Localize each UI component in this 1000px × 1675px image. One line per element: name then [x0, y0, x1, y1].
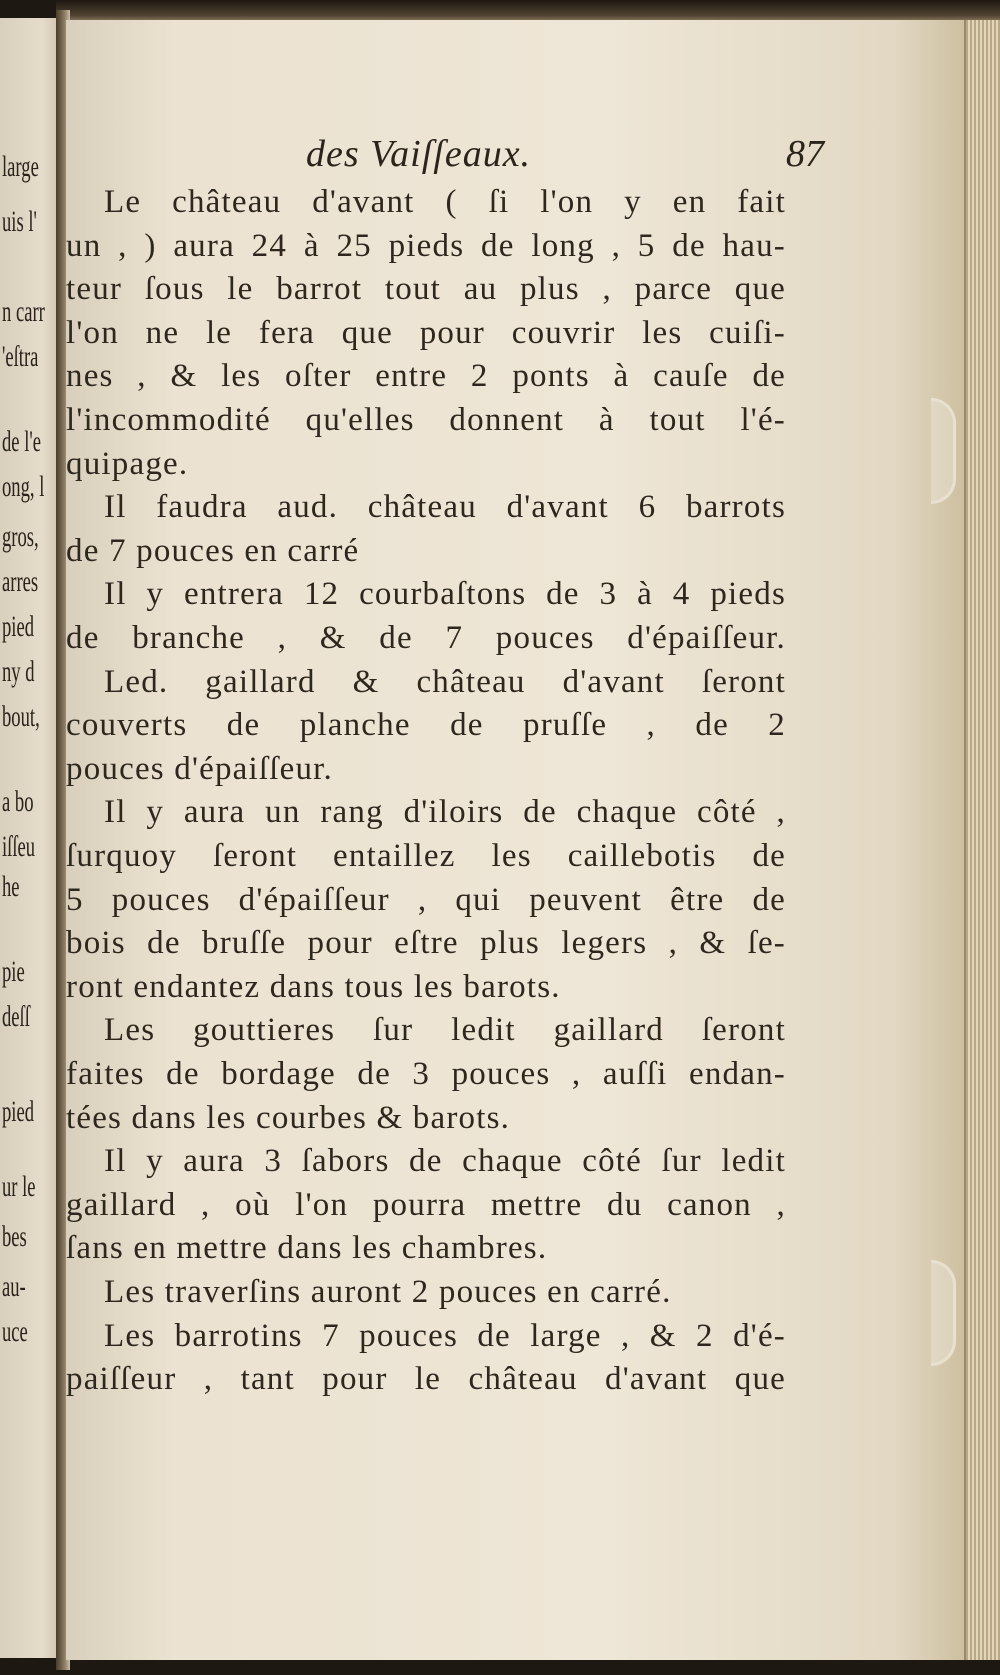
- text-line: bois de bruſſe pour eſtre plus legers , & ſe-: [66, 925, 786, 962]
- left-page-fragment: ur le: [2, 1170, 36, 1203]
- text-line: 5 pouces d'épaiſſeur , qui peuvent être de: [66, 881, 786, 918]
- text-line: pouces d'épaiſſeur.: [66, 750, 333, 787]
- left-page-margin: [0, 18, 60, 1658]
- text-line: ront endantez dans tous les barots.: [66, 968, 561, 1005]
- book-page: [66, 20, 966, 1660]
- text-line: couverts de planche de pruſſe , de 2: [66, 707, 786, 744]
- text-line: gaillard , où l'on pourra mettre du canon ,: [66, 1186, 786, 1223]
- left-page-fragment: de l'e: [2, 425, 41, 458]
- left-page-fragment: arres: [2, 565, 39, 598]
- page-number: 87: [786, 133, 824, 175]
- text-line: l'on ne le fera que pour couvrir les cuiſi-: [66, 314, 786, 351]
- text-line: de 7 pouces en carré: [66, 532, 360, 569]
- text-line: Led. gaillard & château d'avant ſeront: [104, 663, 786, 700]
- text-line: paiſſeur , tant pour le château d'avant que: [66, 1361, 786, 1398]
- book-top-edge: [56, 0, 1000, 22]
- left-page-fragment: pie: [2, 955, 25, 988]
- fold-mark: [931, 398, 956, 504]
- left-page-fragment: gros,: [2, 520, 39, 553]
- text-line: ſurquoy ſeront entaillez les caillebotis de: [66, 838, 786, 874]
- running-head: des Vaiſſeaux.: [306, 133, 532, 175]
- page-edges: [964, 20, 1000, 1660]
- left-page-fragment: he: [2, 870, 20, 903]
- left-page-fragment: 'eſtra: [2, 340, 39, 373]
- left-page-fragment: pied: [2, 1095, 35, 1128]
- text-line: teur ſous le barrot tout au plus , parce que: [66, 271, 786, 308]
- left-page-fragment: n carr: [2, 295, 45, 328]
- left-page-fragment: uis l': [2, 205, 37, 238]
- text-line: faites de bordage de 3 pouces , auſſi endan-: [66, 1056, 786, 1092]
- left-page-fragment: deſſ: [2, 1000, 30, 1033]
- fold-mark: [931, 1260, 956, 1366]
- text-line: quipage.: [66, 445, 189, 482]
- text-line: Le château d'avant ( ſi l'on y en fait: [104, 184, 786, 220]
- text-line: tées dans les courbes & barots.: [66, 1099, 511, 1136]
- left-page-fragment: large: [2, 150, 39, 183]
- left-page-fragment: bout,: [2, 700, 40, 733]
- left-page-fragment: ny d: [2, 655, 35, 688]
- text-line: l'incommodité qu'elles donnent à tout l'é-: [66, 402, 786, 438]
- left-page-fragment: ong, l: [2, 470, 45, 503]
- text-line: nes , & les oſter entre 2 ponts à cauſe de: [66, 358, 786, 395]
- page-header: [66, 132, 966, 182]
- left-page-fragment: a bo: [2, 785, 34, 818]
- left-page-fragment: bes: [2, 1220, 27, 1253]
- text-line: Il y aura un rang d'iloirs de chaque côté ,: [104, 794, 786, 831]
- text-line: Il y aura 3 ſabors de chaque côté ſur ledit: [104, 1143, 786, 1180]
- left-page-fragment: iſſeu: [2, 830, 36, 863]
- text-line: Les barrotins 7 pouces de large , & 2 d'é-: [104, 1317, 786, 1354]
- left-page-fragment: au-: [2, 1270, 26, 1303]
- text-line: de branche , & de 7 pouces d'épaiſſeur.: [66, 620, 786, 656]
- text-line: Les traverſins auront 2 pouces en carré.: [104, 1274, 672, 1310]
- text-line: Les gouttieres ſur ledit gaillard ſeront: [104, 1012, 786, 1049]
- text-line: un , ) aura 24 à 25 pieds de long , 5 de hau-: [66, 227, 786, 264]
- left-page-fragment: pied: [2, 610, 35, 643]
- text-line: Il faudra aud. château d'avant 6 barrots: [104, 489, 786, 526]
- left-page-fragment: uce: [2, 1315, 28, 1348]
- text-line: ſans en mettre dans les chambres.: [66, 1230, 548, 1267]
- text-line: Il y entrera 12 courbaſtons de 3 à 4 pieds: [104, 576, 786, 613]
